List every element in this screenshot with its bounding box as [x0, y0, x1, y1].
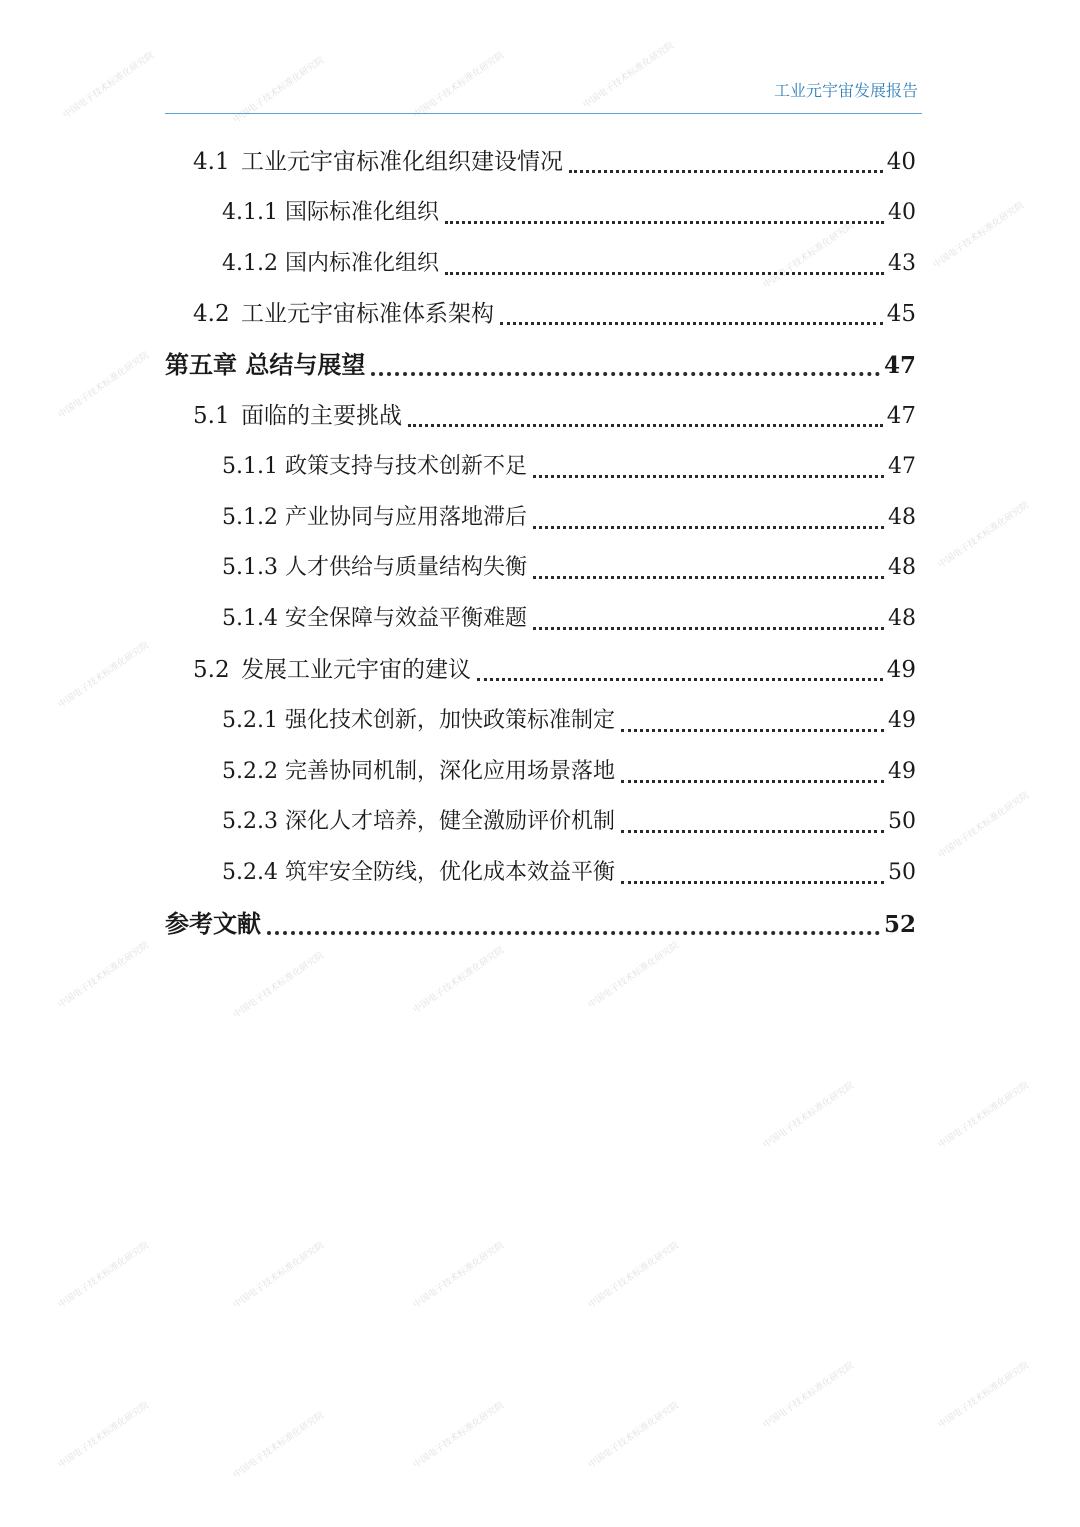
- toc-entry-title: 参考文献: [165, 910, 261, 938]
- watermark: 中国电子技术标准化研究院: [761, 1360, 856, 1431]
- toc-entry-number: 5.2.3: [222, 809, 278, 835]
- toc-entry-title: 面临的主要挑战: [241, 402, 402, 429]
- toc-page-number: 48: [888, 555, 916, 581]
- toc-entry-title: 产业协同与应用落地滞后: [285, 504, 528, 530]
- watermark: 中国电子技术标准化研究院: [231, 1240, 326, 1311]
- toc-subsection-entry[interactable]: [222, 188, 916, 238]
- toc-dot-leader: [408, 424, 883, 427]
- watermark: 中国电子技术标准化研究院: [411, 1400, 506, 1471]
- toc-entry-number: 5.1.2: [222, 504, 278, 530]
- toc-chapter-entry[interactable]: [165, 340, 916, 390]
- toc-page-number: 49: [888, 707, 916, 733]
- toc-page-number: 49: [888, 758, 916, 784]
- toc-dot-leader: [477, 678, 883, 681]
- watermark: 中国电子技术标准化研究院: [56, 1400, 151, 1471]
- toc-page-number: 40: [886, 148, 916, 175]
- toc-entry-title: 完善协同机制，深化应用场景落地: [285, 758, 616, 784]
- toc-dot-leader: [621, 729, 884, 732]
- watermark: 中国电子技术标准化研究院: [411, 1240, 506, 1311]
- toc-page-number: 47: [886, 402, 916, 429]
- toc-chapter-entry[interactable]: [165, 899, 916, 949]
- toc-entry-number: 5.1: [193, 402, 230, 429]
- toc-dot-leader: [621, 881, 884, 884]
- toc-subsection-entry[interactable]: [222, 239, 916, 289]
- toc-subsection-entry[interactable]: [222, 543, 916, 593]
- toc-page-number: 50: [888, 860, 916, 886]
- toc-entry-title: 政策支持与技术创新不足: [285, 453, 528, 479]
- toc-page-number: 48: [888, 504, 916, 530]
- toc-section-entry[interactable]: [193, 289, 916, 339]
- toc-page-number: 52: [883, 910, 916, 938]
- watermark: 中国电子技术标准化研究院: [931, 200, 1026, 271]
- watermark: 中国电子技术标准化研究院: [761, 220, 856, 291]
- toc-section-entry[interactable]: [193, 391, 916, 441]
- toc-dot-leader: [621, 830, 884, 833]
- toc-entry-number: 5.1.3: [222, 555, 278, 581]
- watermark: 中国电子技术标准化研究院: [231, 950, 326, 1021]
- toc-entry-title: 工业元宇宙标准化组织建设情况: [241, 148, 563, 175]
- toc-subsection-entry[interactable]: [222, 797, 916, 847]
- toc-page-number: 50: [888, 809, 916, 835]
- watermark: 中国电子技术标准化研究院: [411, 945, 506, 1016]
- watermark: 中国电子技术标准化研究院: [56, 940, 151, 1011]
- toc-entry-number: 5.2.1: [222, 707, 278, 733]
- toc-entry-title: 第五章 总结与展望: [165, 351, 366, 380]
- toc-page-number: 48: [888, 606, 916, 632]
- toc-entry-title: 国际标准化组织: [285, 199, 440, 225]
- toc-page-number: 40: [888, 199, 916, 225]
- toc-entry-title: 筑牢安全防线，优化成本效益平衡: [285, 860, 616, 886]
- toc-entry-title: 强化技术创新，加快政策标准制定: [285, 707, 616, 733]
- toc-entry-number: 4.1.2: [222, 250, 278, 276]
- toc-entry-number: 5.2.4: [222, 860, 278, 886]
- watermark: 中国电子技术标准化研究院: [586, 1400, 681, 1471]
- toc-dot-leader: [533, 576, 884, 579]
- watermark: 中国电子技术标准化研究院: [586, 1240, 681, 1311]
- toc-subsection-entry[interactable]: [222, 442, 916, 492]
- watermark: 中国电子技术标准化研究院: [231, 55, 326, 126]
- toc-dot-leader: [371, 372, 880, 376]
- toc-dot-leader: [445, 272, 884, 275]
- toc-entry-title: 发展工业元宇宙的建议: [241, 656, 471, 683]
- toc-dot-leader: [533, 526, 884, 529]
- toc-entry-number: 5.2.2: [222, 758, 278, 784]
- toc-subsection-entry[interactable]: [222, 848, 916, 898]
- toc-entry-title: 国内标准化组织: [285, 250, 440, 276]
- toc-entry-number: 4.2: [193, 300, 230, 327]
- toc-page-number: 47: [883, 351, 916, 379]
- toc-section-entry[interactable]: [193, 645, 916, 695]
- toc-entry-title: 人才供给与质量结构失衡: [285, 555, 528, 581]
- toc-page-number: 47: [888, 453, 916, 479]
- watermark: 中国电子技术标准化研究院: [581, 40, 676, 111]
- watermark: 中国电子技术标准化研究院: [61, 50, 156, 121]
- toc-section-entry[interactable]: [193, 137, 916, 187]
- watermark: 中国电子技术标准化研究院: [56, 1240, 151, 1311]
- toc-entry-number: 5.1.1: [222, 453, 278, 479]
- toc-dot-leader: [445, 221, 884, 224]
- toc-subsection-entry[interactable]: [222, 696, 916, 746]
- watermark: 中国电子技术标准化研究院: [56, 640, 151, 711]
- toc-entry-title: 工业元宇宙标准体系架构: [241, 300, 494, 327]
- watermark: 中国电子技术标准化研究院: [761, 1080, 856, 1151]
- watermark: 中国电子技术标准化研究院: [936, 1080, 1031, 1151]
- toc-entry-title: 深化人才培养，健全激励评价机制: [285, 809, 616, 835]
- toc-subsection-entry[interactable]: [222, 747, 916, 797]
- toc-entry-number: 4.1: [193, 148, 230, 175]
- watermark: 中国电子技术标准化研究院: [936, 790, 1031, 861]
- running-header-title: 工业元宇宙发展报告: [773, 81, 918, 100]
- watermark: 中国电子技术标准化研究院: [56, 350, 151, 421]
- toc-entry-number: 5.2: [193, 656, 230, 683]
- toc-page-number: 43: [888, 250, 916, 276]
- watermark: 中国电子技术标准化研究院: [936, 1360, 1031, 1431]
- toc-page-number: 49: [886, 656, 916, 683]
- toc-dot-leader: [621, 780, 884, 783]
- watermark: 中国电子技术标准化研究院: [586, 940, 681, 1011]
- watermark: 中国电子技术标准化研究院: [231, 1410, 326, 1481]
- toc-dot-leader: [533, 475, 884, 478]
- watermark: 中国电子技术标准化研究院: [411, 50, 506, 121]
- toc-dot-leader: [267, 931, 880, 935]
- toc-dot-leader: [500, 322, 883, 325]
- toc-entry-title: 安全保障与效益平衡难题: [285, 606, 528, 632]
- toc-subsection-entry[interactable]: [222, 594, 916, 644]
- toc-page-number: 45: [886, 300, 916, 327]
- toc-entry-number: 4.1.1: [222, 199, 278, 225]
- toc-dot-leader: [533, 627, 884, 630]
- watermark: 中国电子技术标准化研究院: [936, 500, 1031, 571]
- toc-dot-leader: [569, 170, 883, 173]
- toc-entry-number: 5.1.4: [222, 606, 278, 632]
- toc-subsection-entry[interactable]: [222, 493, 916, 543]
- header-divider: [165, 113, 922, 114]
